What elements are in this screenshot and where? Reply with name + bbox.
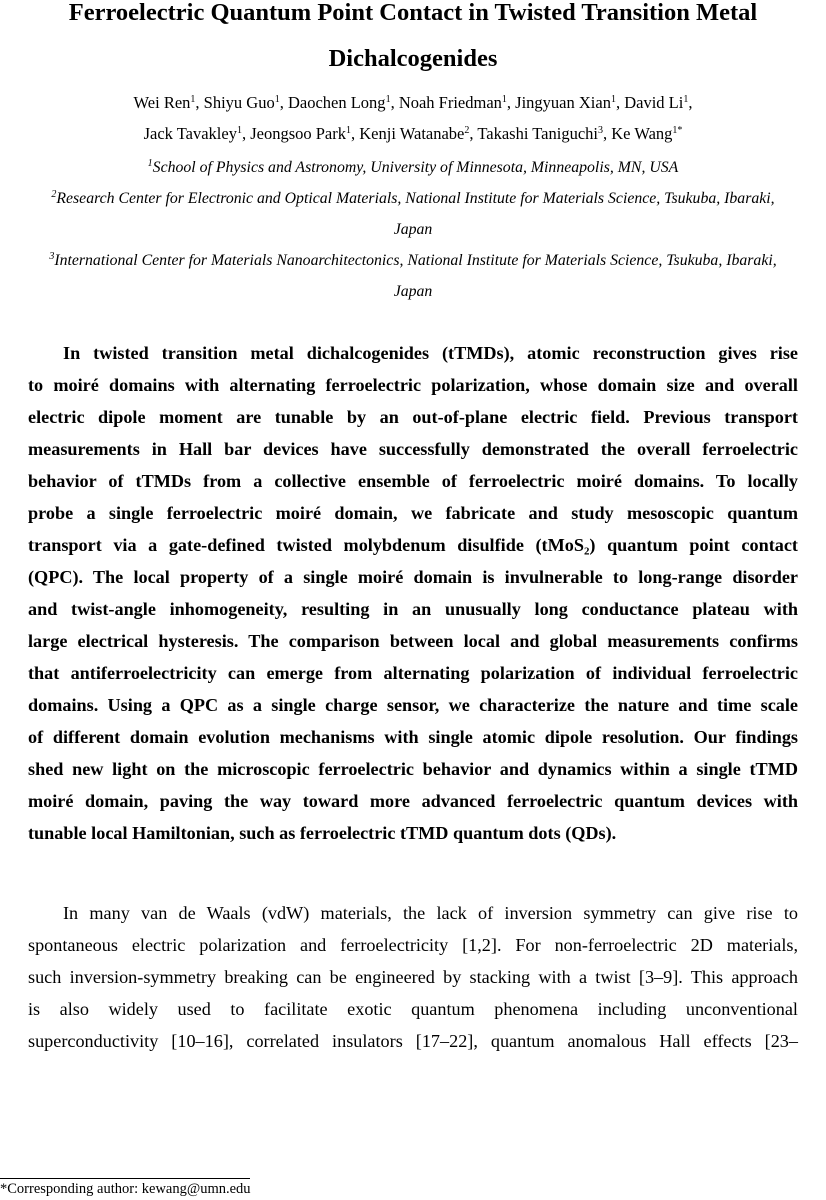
- abstract-line: shed new light on the microscopic ferroelectric behavior and dynamics within a single tTMD: [28, 759, 798, 779]
- abstract-line: behavior of tTMDs from a collective ensemble of ferroelectric moiré domains. To locally: [28, 471, 798, 491]
- body-line: In many van de Waals (vdW) materials, the lack of inversion symmetry can give rise to: [63, 903, 798, 923]
- paper-title-line-1: Ferroelectric Quantum Point Contact in Twisted Transition Metal: [68, 0, 758, 26]
- body-line: superconductivity [10–16], correlated insulators [17–22], quantum anomalous Hall effects [23–: [28, 1031, 798, 1051]
- abstract-line: measurements in Hall bar devices have successfully demonstrated the overall ferroelectric: [28, 439, 798, 459]
- author: David Li$^1$: [624, 93, 689, 112]
- affiliation-3-cont: Japan: [393, 283, 433, 300]
- abstract-line: large electrical hysteresis. The comparison between local and global measurements confirms: [28, 631, 798, 651]
- abstract-line: domains. Using a QPC as a single charge sensor, we characterize the nature and time scale: [28, 695, 798, 715]
- abstract-line: probe a single ferroelectric moiré domain, we fabricate and study mesoscopic quantum: [28, 503, 798, 523]
- body-line: is also widely used to facilitate exotic quantum phenomena including unconventional: [28, 999, 798, 1019]
- affiliation-2: $^2$Research Center for Electronic and Optical Materials, National Institute for Materials Science, Tsukuba, Ibaraki,: [51, 189, 775, 207]
- abstract-line: electric dipole moment are tunable by an out-of-plane electric field. Previous transport: [28, 407, 798, 427]
- author: Daochen Long$^1$: [287, 93, 391, 112]
- author: Wei Ren$^1$: [133, 93, 196, 112]
- author: Noah Friedman$^1$: [398, 93, 507, 112]
- abstract-line: transport via a gate-defined twisted molybdenum disulfide (tMoS₂) quantum point contact: [28, 535, 798, 555]
- affiliation-2-cont: Japan: [393, 221, 433, 238]
- abstract-line: of different domain evolution mechanisms with single atomic dipole resolution. Our findings: [28, 727, 798, 747]
- author: Kenji Watanabe$^2$: [359, 124, 470, 143]
- abstract-line: and twist-angle inhomogeneity, resulting in an unusually long conductance plateau with: [28, 599, 798, 619]
- footnote-divider: [0, 1178, 250, 1179]
- author: Takashi Taniguchi$^3$: [477, 124, 603, 143]
- abstract-line: to moiré domains with alternating ferroelectric polarization, whose domain size and overall: [28, 375, 798, 395]
- abstract-line: moiré domain, paving the way toward more advanced ferroelectric quantum devices with: [28, 791, 798, 811]
- author: Ke Wang$^{1*}$: [611, 124, 683, 143]
- authors-line-2: Jack Tavakley$^1$, Jeongsoo Park$^1$, Kenji Watanabe$^2$, Takashi Taniguchi$^3$, Ke Wang$^{1*}$: [143, 124, 683, 143]
- affiliation-3: $^3$International Center for Materials Nanoarchitectonics, National Institute for Materials Science, Tsukuba, Ibaraki,: [49, 251, 777, 269]
- abstract-line: (QPC). The local property of a single moiré domain is invulnerable to long-range disorder: [28, 567, 798, 587]
- abstract-line: In twisted transition metal dichalcogenides (tTMDs), atomic reconstruction gives rise: [63, 343, 798, 363]
- abstract-line: tunable local Hamiltonian, such as ferroelectric tTMD quantum dots (QDs).: [28, 823, 617, 843]
- author: Jack Tavakley$^1$: [143, 124, 242, 143]
- corresponding-author-footnote: *Corresponding author: kewang@umn.edu: [0, 1181, 251, 1197]
- body-line: such inversion-symmetry breaking can be engineered by stacking with a twist [3–9]. This approach: [28, 967, 798, 987]
- author: Jeongsoo Park$^1$: [250, 124, 352, 143]
- abstract-line: that antiferroelectricity can emerge from alternating polarization of individual ferroelectric: [28, 663, 798, 683]
- body-line: spontaneous electric polarization and ferroelectricity [1,2]. For non-ferroelectric 2D materials,: [28, 935, 798, 955]
- author: Shiyu Guo$^1$: [203, 93, 280, 112]
- author: Jingyuan Xian$^1$: [515, 93, 616, 112]
- affiliation-1: $^1$School of Physics and Astronomy, University of Minnesota, Minneapolis, MN, USA: [147, 158, 679, 176]
- paper-title-line-2: Dichalcogenides: [328, 45, 498, 72]
- authors-line-1: Wei Ren$^1$, Shiyu Guo$^1$, Daochen Long$^1$, Noah Friedman$^1$, Jingyuan Xian$^1$, David Li$^1$,: [133, 93, 693, 112]
